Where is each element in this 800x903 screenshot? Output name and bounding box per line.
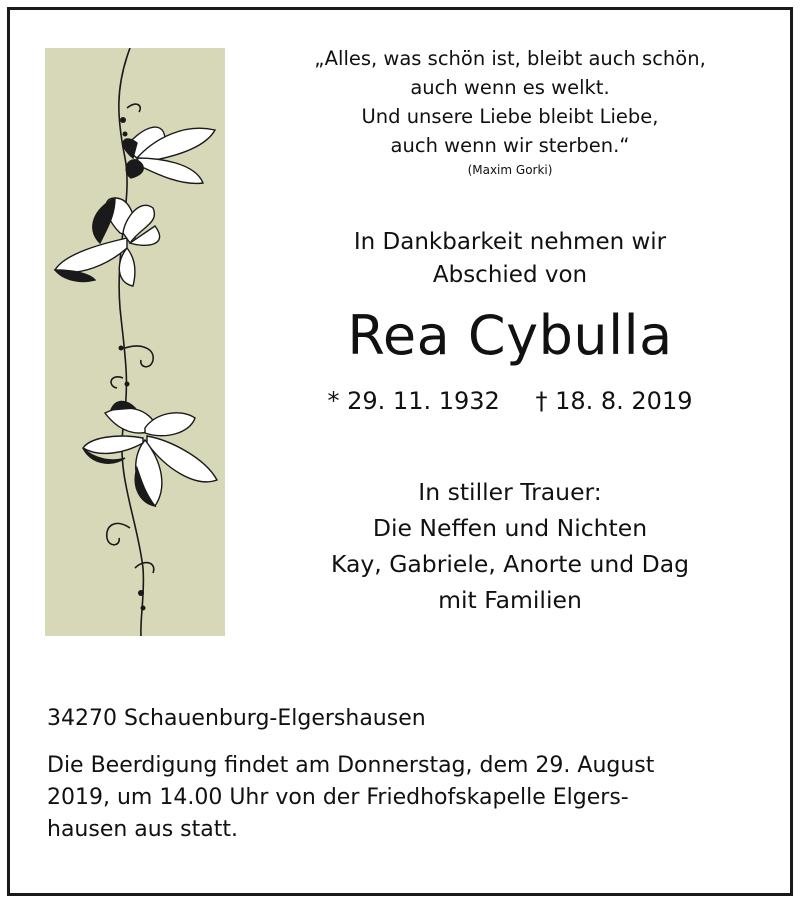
death-date: † 18. 8. 2019 — [535, 387, 693, 415]
farewell-intro — [250, 226, 770, 292]
flower-vine-illustration — [45, 48, 225, 636]
burial-info — [47, 750, 753, 846]
quote-line: auch wenn wir sterben.“ — [390, 134, 630, 157]
deceased-name: Rea Cybulla — [347, 304, 673, 367]
intro-line: In Dankbarkeit nehmen wir — [353, 229, 667, 255]
mourners-heading: In stiller Trauer: — [418, 478, 602, 506]
burial-line: 2019, um 14.00 Uhr von der Friedhofskapelle Elgers- — [47, 785, 629, 810]
mourners-line: Die Neffen und Nichten — [372, 514, 648, 542]
quote-line: auch wenn es welkt. — [410, 76, 610, 99]
address: 34270 Schauenburg-Elgershausen — [47, 706, 426, 731]
quote-line: Und unsere Liebe bleibt Liebe, — [361, 105, 659, 128]
burial-line: hausen aus statt. — [47, 817, 238, 842]
quote-line: „Alles, was schön ist, bleibt auch schön, — [314, 47, 706, 70]
life-dates — [250, 384, 770, 418]
mourners-line: mit Familien — [438, 586, 582, 614]
floral-decoration-panel — [45, 48, 225, 636]
burial-line: Die Beerdigung findet am Donnerstag, dem 29. August — [47, 753, 655, 778]
intro-line: Abschied von — [432, 262, 588, 288]
mourners-line: Kay, Gabriele, Anorte und Dag — [330, 550, 690, 578]
mourners-block — [250, 474, 770, 618]
gorki-quote — [250, 44, 770, 179]
quote-author: (Maxim Gorki) — [467, 163, 553, 177]
birth-date: * 29. 11. 1932 — [327, 387, 500, 415]
